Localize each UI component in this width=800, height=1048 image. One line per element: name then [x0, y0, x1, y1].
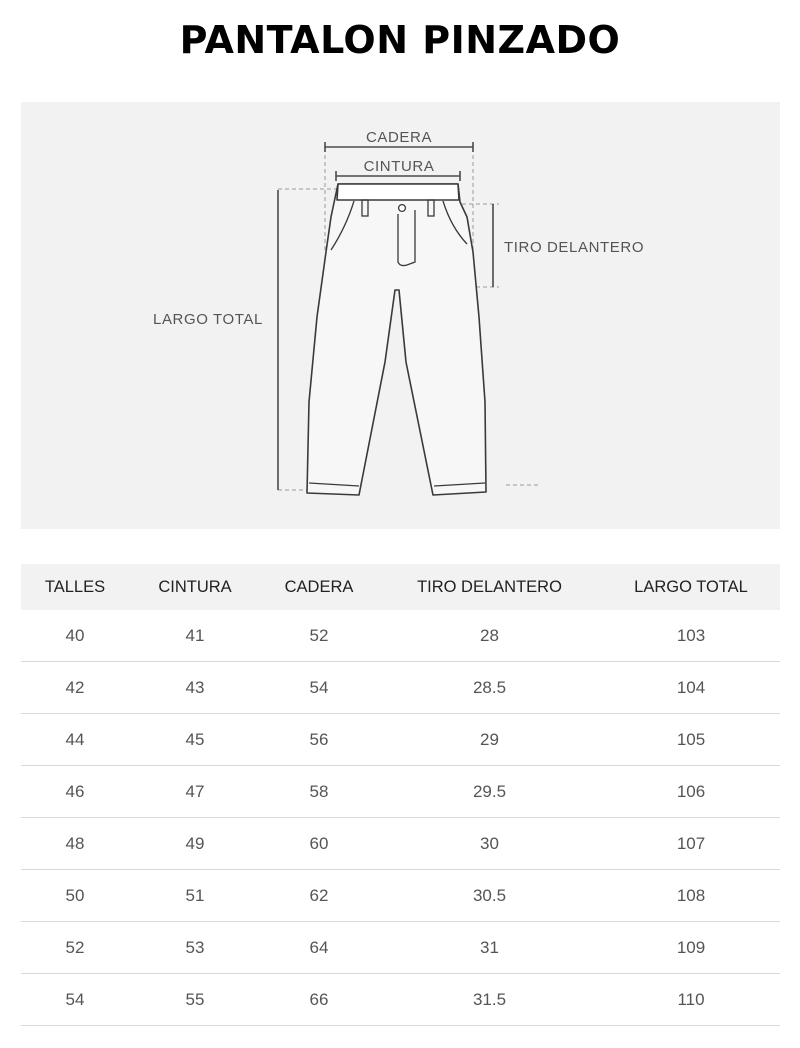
cell-cintura: 45 [129, 714, 261, 766]
cell-talle: 52 [21, 922, 129, 974]
table-row [21, 818, 780, 870]
cell-cadera: 58 [261, 766, 377, 818]
table-row [21, 714, 780, 766]
cell-cadera: 52 [261, 610, 377, 662]
cell-cintura: 43 [129, 662, 261, 714]
cell-largo: 110 [602, 974, 780, 1026]
cell-largo: 103 [602, 610, 780, 662]
label-hip: CADERA [365, 129, 433, 146]
cell-talle: 50 [21, 870, 129, 922]
cell-largo: 108 [602, 870, 780, 922]
cell-tiro: 30 [377, 818, 602, 870]
cell-tiro: 28 [377, 610, 602, 662]
cell-cadera: 64 [261, 922, 377, 974]
cell-largo: 107 [602, 818, 780, 870]
cell-cadera: 66 [261, 974, 377, 1026]
cell-cintura: 53 [129, 922, 261, 974]
cell-tiro: 31.5 [377, 974, 602, 1026]
label-waist: CINTURA [363, 158, 435, 175]
header-cintura: CINTURA [158, 577, 232, 596]
cell-cintura: 51 [129, 870, 261, 922]
cell-cadera: 62 [261, 870, 377, 922]
page-title: PANTALON PINZADO [179, 18, 621, 62]
header-cadera: CADERA [284, 577, 354, 596]
cell-talle: 42 [21, 662, 129, 714]
cell-talle: 48 [21, 818, 129, 870]
cell-tiro: 28.5 [377, 662, 602, 714]
cell-talle: 40 [21, 610, 129, 662]
cell-largo: 106 [602, 766, 780, 818]
cell-tiro: 30.5 [377, 870, 602, 922]
cell-largo: 109 [602, 922, 780, 974]
cell-largo: 104 [602, 662, 780, 714]
header-talles: TALLES [44, 577, 106, 596]
table-row [21, 610, 780, 662]
cell-tiro: 31 [377, 922, 602, 974]
size-chart-table [21, 564, 780, 1026]
cell-cintura: 49 [129, 818, 261, 870]
cell-cadera: 54 [261, 662, 377, 714]
header-largo-total: LARGO TOTAL [634, 577, 748, 596]
cell-talle: 54 [21, 974, 129, 1026]
table-row [21, 922, 780, 974]
cell-cintura: 55 [129, 974, 261, 1026]
cell-tiro: 29 [377, 714, 602, 766]
cell-cadera: 56 [261, 714, 377, 766]
pants-measurement-diagram [21, 102, 780, 529]
table-row [21, 766, 780, 818]
cell-cintura: 41 [129, 610, 261, 662]
label-total-length: LARGO TOTAL [153, 311, 263, 328]
cell-talle: 44 [21, 714, 129, 766]
table-row [21, 662, 780, 714]
cell-cintura: 47 [129, 766, 261, 818]
cell-cadera: 60 [261, 818, 377, 870]
pants-illustration [21, 102, 780, 529]
cell-talle: 46 [21, 766, 129, 818]
cell-largo: 105 [602, 714, 780, 766]
cell-tiro: 29.5 [377, 766, 602, 818]
label-front-rise: TIRO DELANTERO [504, 239, 645, 256]
table-header-row [21, 564, 780, 610]
table-row [21, 870, 780, 922]
table-row [21, 974, 780, 1026]
header-tiro-delantero: TIRO DELANTERO [417, 577, 562, 596]
